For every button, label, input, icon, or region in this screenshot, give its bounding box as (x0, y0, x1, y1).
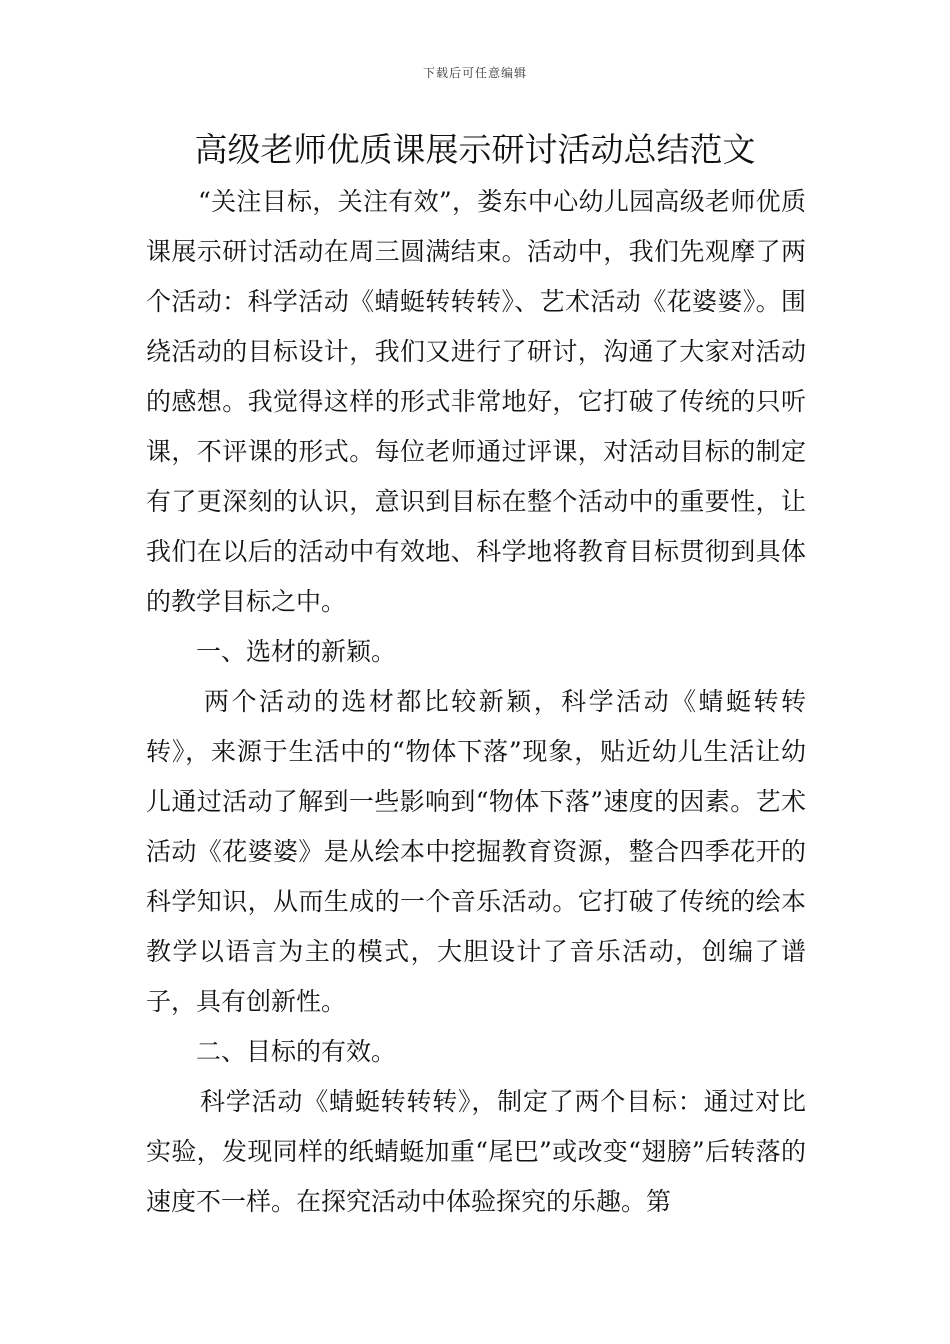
document-body (146, 177, 806, 1227)
paragraph-intro: “关注目标，关注有效”，娄东中心幼儿园高级老师优质课展示研讨活动在周三圆满结束。活动中，我们先观摩了两个活动：科学活动《蜻蜓转转转》、艺术活动《花婆婆》。围绕活动的目标设计，我们又进行了研讨，沟通了大家对活动的感想。我觉得这样的形式非常地好，它打破了传统的只听课，不评课的形式。每位老师通过评课，对活动目标的制定有了更深刻的认识，意识到目标在整个活动中的重要性，让我们在以后的活动中有效地、科学地将教育目标贯彻到具体的教学目标之中。 (146, 187, 806, 616)
document-title: 高级老师优质课展示研讨活动总结范文 (194, 130, 756, 169)
section-heading-2: 二、目标的有效。 (196, 1037, 397, 1066)
header-note: 下载后可任意编辑 (422, 66, 527, 80)
paragraph-section-1: 两个活动的选材都比较新颖，科学活动《蜻蜓转转转》，来源于生活中的“物体下落”现象，贴近幼儿生活让幼儿通过活动了解到一些影响到“物体下落”速度的因素。艺术活动《花婆婆》是从绘本中挖掘教育资源，整合四季花开的科学知识，从而生成的一个音乐活动。它打破了传统的绘本教学以语言为主的模式，大胆设计了音乐活动，创编了谱子，具有创新性。 (146, 687, 806, 1016)
section-heading-1: 一、选材的新颖。 (196, 637, 397, 666)
paragraph-section-2: 科学活动《蜻蜓转转转》，制定了两个目标：通过对比实验，发现同样的纸蜻蜓加重“尾巴”或改变“翅膀”后转落的速度不一样。在探究活动中体验探究的乐趣。第 (146, 1087, 806, 1216)
